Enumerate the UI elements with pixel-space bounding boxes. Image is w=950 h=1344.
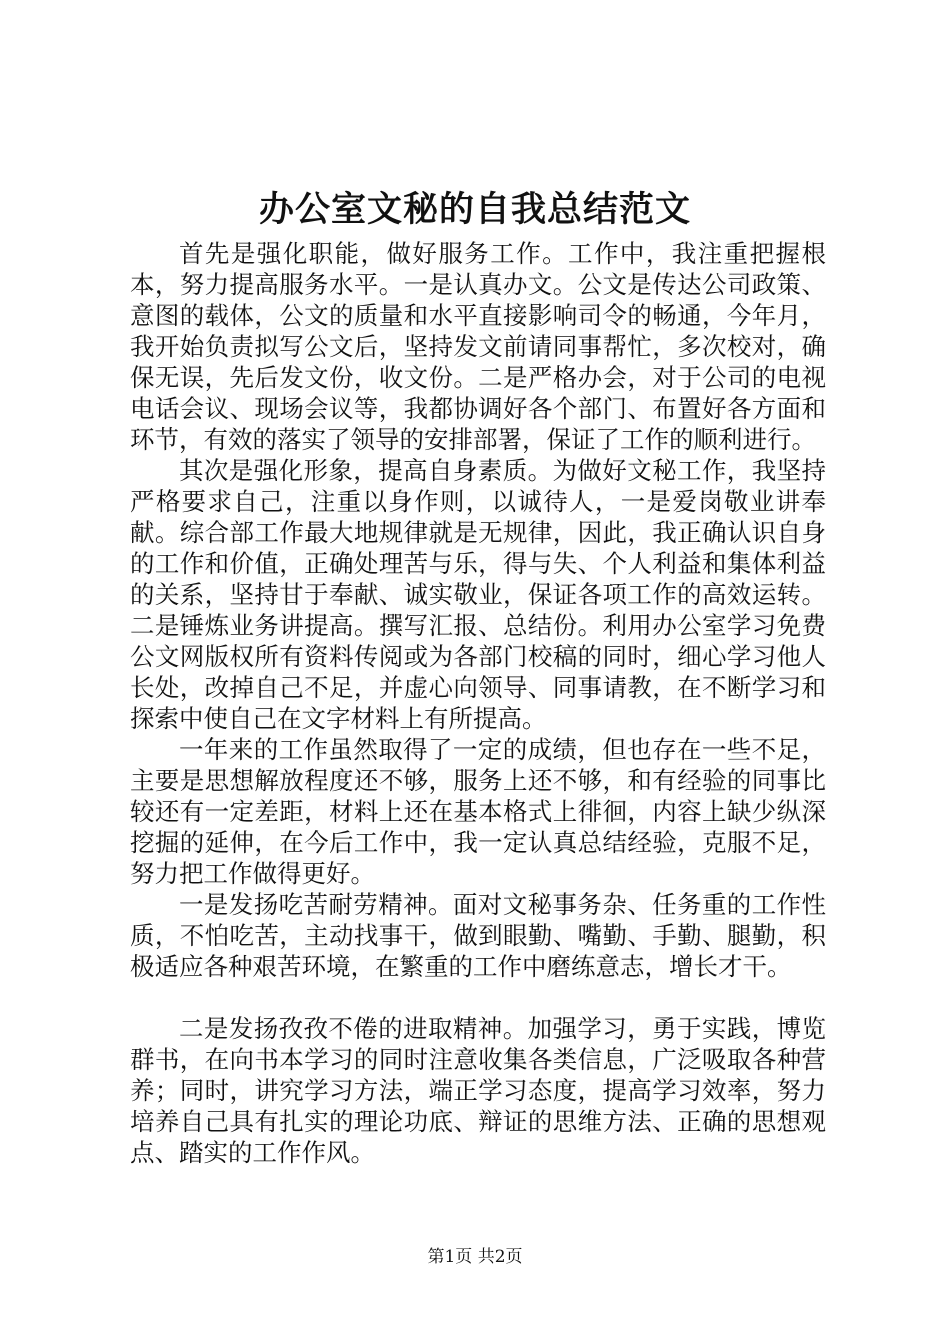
- document-body: [130, 238, 826, 1168]
- document-title: 办公室文秘的自我总结范文: [258, 189, 691, 230]
- page-footer: 第1页 共2页: [427, 1247, 523, 1267]
- paragraph-5: 二是发扬孜孜不倦的进取精神。加强学习，勇于实践，博览群书，在向书本学习的同时注意收集各类信息，广泛吸取各种营养；同时，讲究学习方法，端正学习态度，提高学习效率，努力培养自己具有扎实的理论功底、辩证的思维方法、正确的思想观点、踏实的工作作风。: [130, 1014, 826, 1167]
- paragraph-1: 首先是强化职能，做好服务工作。工作中，我注重把握根本，努力提高服务水平。一是认真办文。公文是传达公司政策、意图的载体，公文的质量和水平直接影响司令的畅通，今年月，我开始负责拟写公文后，坚持发文前请同事帮忙，多次校对，确保无误，先后发文份，收文份。二是严格办会，对于公司的电视电话会议、现场会议等，我都协调好各个部门、布置好各方面和环节，有效的落实了领导的安排部署，保证了工作的顺利进行。: [130, 239, 826, 454]
- paragraph-3: 一年来的工作虽然取得了一定的成绩，但也存在一些不足，主要是思想解放程度还不够，服务上还不够，和有经验的同事比较还有一定差距，材料上还在基本格式上徘徊，内容上缺少纵深挖掘的延伸，在今后工作中，我一定认真总结经验，克服不足，努力把工作做得更好。: [130, 735, 826, 888]
- paragraph-2: 其次是强化形象，提高自身素质。为做好文秘工作，我坚持严格要求自己，注重以身作则，以诚待人，一是爱岗敬业讲奉献。综合部工作最大地规律就是无规律，因此，我正确认识自身的工作和价值，正确处理苦与乐，得与失、个人利益和集体利益的关系，坚持甘于奉献、诚实敬业，保证各项工作的高效运转。二是锤炼业务讲提高。撰写汇报、总结份。利用办公室学习免费公文网版权所有资料传阅或为各部门校稿的同时，细心学习他人长处，改掉自己不足，并虚心向领导、同事请教，在不断学习和探索中使自己在文字材料上有所提高。: [130, 456, 826, 733]
- paragraph-4: 一是发扬吃苦耐劳精神。面对文秘事务杂、任务重的工作性质，不怕吃苦，主动找事干，做到眼勤、嘴勤、手勤、腿勤，积极适应各种艰苦环境，在繁重的工作中磨练意志，增长才干。: [130, 890, 826, 981]
